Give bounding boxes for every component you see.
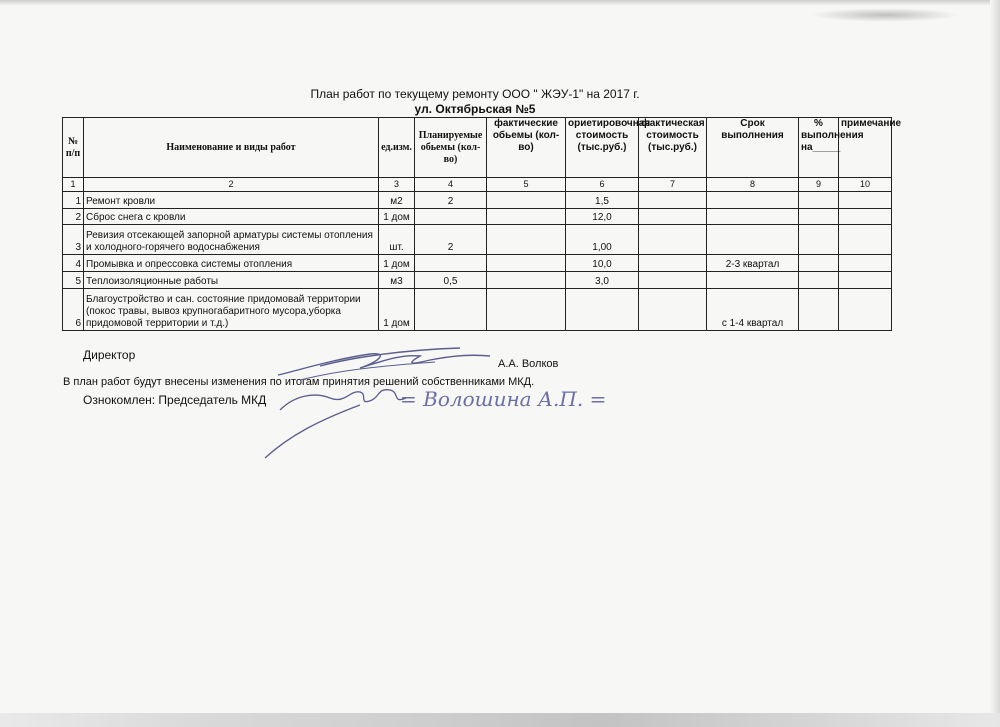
row-actual-volume [487,192,566,209]
row-work-name: Ревизия отсекающей запорной арматуры системы отопления и холодного-горячего водоснабжения [84,225,379,255]
header-actual-cost: фактическая стоимость (тыс.руб.) [639,118,707,178]
work-plan-table [62,117,902,331]
row-note [839,209,892,225]
row-planned [415,289,487,331]
row-actual-cost [639,209,707,225]
row-actual-cost [639,225,707,255]
document-subtitle: ул. Октябрьская №5 [414,102,536,116]
row-num: 5 [63,272,84,289]
table-row [63,209,892,225]
column-number-row [63,178,892,192]
column-number: 1 [63,178,84,192]
row-unit: 1 дом [379,289,415,331]
row-num: 2 [63,209,84,225]
column-number: 10 [839,178,892,192]
row-percent [799,192,839,209]
header-percent: % выполнения на_____ [799,118,839,178]
row-work-name: Теплоизоляционные работы [84,272,379,289]
row-actual-cost [639,255,707,272]
row-percent [799,255,839,272]
row-planned [415,209,487,225]
row-actual-volume [487,255,566,272]
row-unit: 1 дом [379,209,415,225]
row-num: 3 [63,225,84,255]
scan-smudge [810,8,960,22]
scan-edge-bottom [0,713,1000,727]
column-number: 8 [707,178,799,192]
row-actual-cost [639,192,707,209]
row-actual-cost [639,272,707,289]
director-signature [278,348,490,375]
row-planned [415,255,487,272]
row-note [839,192,892,209]
header-planned: Планируемые обьемы (кол-во) [415,118,487,178]
row-percent [799,225,839,255]
row-work-name: Благоустройство и сан. состояние придомовай территории (покос травы, вывоз крупногабаритного мусора,уборка придомовой территории и т.д.) [84,289,379,331]
handwritten-chairman-name: = Волошина А.П. = [400,387,607,411]
row-estimated-cost: 10,0 [566,255,639,272]
column-number: 4 [415,178,487,192]
table-row [63,255,892,272]
plan-change-note: В план работ будут внесены изменения по итогам принятия решений собственниками МКД. [63,376,535,388]
row-work-name: Сброс снега с кровли [84,209,379,225]
column-number: 2 [84,178,379,192]
document-title: План работ по текущему ремонту ООО " ЖЭУ-1" на 2017 г. [310,87,640,101]
header-num: № п/п [63,118,84,178]
row-planned: 2 [415,192,487,209]
column-number: 3 [379,178,415,192]
header-row [63,118,892,178]
column-number: 5 [487,178,566,192]
row-percent [799,289,839,331]
row-num: 6 [63,289,84,331]
row-note [839,289,892,331]
row-work-name: Промывка и опрессовка системы отопления [84,255,379,272]
column-number: 6 [566,178,639,192]
row-unit: 1 дом [379,255,415,272]
row-actual-volume [487,272,566,289]
table-row [63,272,892,289]
chairman-signature [265,390,406,458]
header-note: примечание [839,118,892,178]
row-note [839,225,892,255]
row-deadline: с 1-4 квартал [707,289,799,331]
row-deadline [707,225,799,255]
row-deadline: 2-3 квартал [707,255,799,272]
row-note [839,255,892,272]
row-unit: м3 [379,272,415,289]
row-percent [799,272,839,289]
signatures-handwriting [260,340,620,460]
header-deadline: Срок выполнения [707,118,799,178]
row-percent [799,209,839,225]
row-estimated-cost: 12,0 [566,209,639,225]
table-row [63,192,892,209]
director-name: А.А. Волков [498,358,559,370]
scan-edge-right [990,0,1000,727]
row-deadline [707,209,799,225]
column-number: 9 [799,178,839,192]
row-unit: шт. [379,225,415,255]
acknowledgement-label: Ознокомлен: Председатель МКД [83,393,267,407]
row-deadline [707,272,799,289]
row-estimated-cost: 1,00 [566,225,639,255]
row-num: 4 [63,255,84,272]
header-unit: ед.изм. [379,118,415,178]
row-unit: м2 [379,192,415,209]
row-num: 1 [63,192,84,209]
header-actual-volume: фактические обьемы (кол-во) [487,118,566,178]
table-row [63,225,892,255]
row-estimated-cost: 3,0 [566,272,639,289]
row-actual-cost [639,289,707,331]
row-work-name: Ремонт кровли [84,192,379,209]
scan-edge-top [0,0,1000,6]
row-actual-volume [487,209,566,225]
row-planned: 0,5 [415,272,487,289]
table-row [63,289,892,331]
row-actual-volume [487,289,566,331]
director-label: Директор [83,348,136,362]
row-planned: 2 [415,225,487,255]
row-note [839,272,892,289]
header-estimated-cost: ориетировочная стоимость (тыс.руб.) [566,118,639,178]
row-estimated-cost [566,289,639,331]
row-estimated-cost: 1,5 [566,192,639,209]
column-number: 7 [639,178,707,192]
row-deadline [707,192,799,209]
row-actual-volume [487,225,566,255]
header-name: Наименование и виды работ [84,118,379,178]
